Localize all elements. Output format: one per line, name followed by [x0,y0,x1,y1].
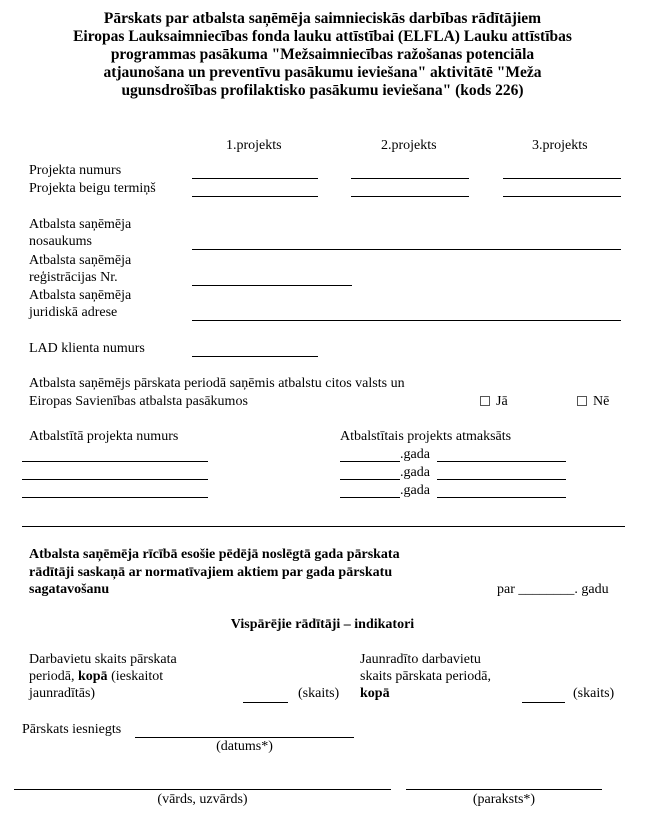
recipient-reg-field[interactable] [192,285,352,286]
jobs-new-unit: (skaits) [573,686,615,701]
supported-project-number-label: Atbalstītā projekta numurs [29,429,179,444]
jobs-new-label-3: kopā [360,686,390,701]
supported-project-number-field-2[interactable] [22,479,208,480]
recipient-name-field[interactable] [192,249,621,250]
recipient-address-label-1: Atbalsta saņēmēja [29,288,132,303]
repaid-date-field-3[interactable] [437,497,566,498]
report-period-suffix: . gadu [574,582,609,597]
jobs-total-label-2-post: (ieskaitot [111,669,164,684]
report-period-prefix: par [497,582,515,597]
signature-field[interactable] [406,789,602,790]
section-divider [22,526,625,527]
recipient-name-label-1: Atbalsta saņēmēja [29,217,132,232]
project-1-deadline-field[interactable] [192,196,318,197]
project-2-number-field[interactable] [351,178,469,179]
project-2-header: 2.projekts [381,138,437,153]
jobs-new-label-1: Jaunradīto darbavietu [360,652,481,667]
yes-label: Jā [496,394,508,409]
repaid-date-field-2[interactable] [437,479,566,480]
jobs-total-label-2-pre: periodā, [29,669,75,684]
name-caption: (vārds, uzvārds) [157,792,248,807]
project-3-deadline-field[interactable] [503,196,621,197]
repaid-year-suffix-2: .gada [400,465,430,480]
supported-project-number-field-3[interactable] [22,497,208,498]
lad-client-field[interactable] [192,356,318,357]
title-line-1: Pārskats par atbalsta saņēmēja saimnieciskās darbības rādītājiem [103,10,542,27]
repaid-year-suffix-3: .gada [400,483,430,498]
project-3-number-field[interactable] [503,178,621,179]
project-3-header: 3.projekts [532,138,588,153]
jobs-total-label-2 [29,669,163,685]
jobs-new-label-2: skaits pārskata periodā, [360,669,492,684]
yes-option[interactable] [480,394,508,410]
repaid-year-field-1[interactable] [340,461,400,462]
report-period-year-field[interactable]: ________ [518,582,575,597]
jobs-total-label-2-bold: kopā [77,669,108,684]
report-period [497,582,609,598]
supported-project-number-field-1[interactable] [22,461,208,462]
jobs-total-label-1: Darbavietu skaits pārskata [29,652,177,667]
recipient-reg-label-1: Atbalsta saņēmēja [29,253,132,268]
jobs-total-unit: (skaits) [298,686,340,701]
date-caption: (datums*) [216,739,273,754]
recipient-reg-label-2: reģistrācijas Nr. [29,270,118,285]
name-field[interactable] [14,789,391,790]
repaid-label: Atbalstītais projekts atmaksāts [340,429,512,444]
support-question-line-1: Atbalsta saņēmējs pārskata periodā saņēmis atbalstu citos valsts un [29,376,405,391]
submitted-date-field[interactable] [135,737,354,738]
title-line-2: Eiropas Lauksaimniecības fonda lauku attīstībai (ELFLA) Lauku attīstības [73,28,572,45]
no-checkbox-icon[interactable] [577,396,587,406]
signature-caption: (paraksts*) [472,792,536,807]
no-option[interactable] [577,394,609,410]
indicators-heading-line-1: Atbalsta saņēmēja rīcībā esošie pēdējā noslēgtā gada pārskata [29,547,400,562]
general-indicators-title: Vispārējie rādītāji – indikatori [230,617,415,632]
jobs-new-field[interactable] [522,702,565,703]
project-1-number-field[interactable] [192,178,318,179]
yes-checkbox-icon[interactable] [480,396,490,406]
no-label: Nē [593,394,610,409]
repaid-year-field-2[interactable] [340,479,400,480]
project-2-deadline-field[interactable] [351,196,469,197]
lad-client-label: LAD klienta numurs [29,341,145,356]
recipient-address-label-2: juridiskā adrese [29,305,118,320]
project-number-label: Projekta numurs [29,163,122,178]
recipient-address-field[interactable] [192,320,621,321]
repaid-year-field-3[interactable] [340,497,400,498]
title-line-3: programmas pasākuma "Mežsaimniecības ražošanas potenciāla [110,46,535,63]
jobs-total-label-3: jaunradītās) [29,686,96,701]
jobs-total-field[interactable] [243,702,288,703]
repaid-date-field-1[interactable] [437,461,566,462]
submitted-label: Pārskats iesniegts [22,722,122,737]
indicators-heading-line-3: sagatavošanu [29,582,110,597]
indicators-heading-line-2: rādītāji saskaņā ar normatīvajiem aktiem par gada pārskatu [29,565,393,580]
project-deadline-label: Projekta beigu termiņš [29,181,156,196]
project-1-header: 1.projekts [226,138,282,153]
recipient-name-label-2: nosaukums [29,234,92,249]
document-title [0,10,645,100]
repaid-year-suffix-1: .gada [400,447,430,462]
title-line-4: atjaunošana un preventīvu pasākumu ieviešana" aktivitātē "Meža [103,64,542,81]
title-line-5: ugunsdrošības profilaktisko pasākumu ieviešana" (kods 226) [121,82,524,99]
support-question-line-2: Eiropas Savienības atbalsta pasākumos [29,394,248,409]
